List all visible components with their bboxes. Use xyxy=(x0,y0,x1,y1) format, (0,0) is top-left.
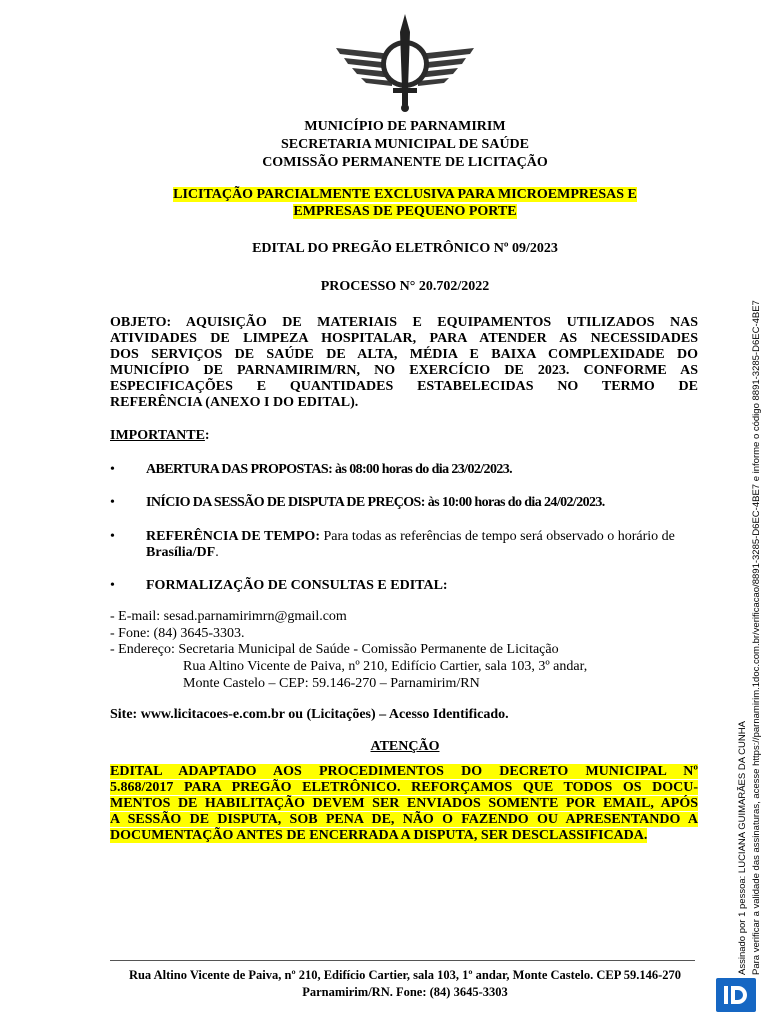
atencao-heading-text: ATENÇÃO xyxy=(370,739,440,754)
atencao-line-1 xyxy=(110,764,698,780)
header-municipality: MUNICÍPIO DE PARNAMIRIM xyxy=(304,119,506,134)
importante-colon: : xyxy=(204,428,210,443)
referencia-city: Brasília/DF xyxy=(146,545,216,560)
exclusive-title-text-1: LICITAÇÃO PARCIALMENTE EXCLUSIVA PARA MICROEMPRESAS E xyxy=(173,187,637,202)
contact-email: - E-mail: sesad.parnamirimrn@gmail.com xyxy=(110,609,347,624)
list-item-abertura xyxy=(110,462,700,478)
objeto-line-3: DOS SERVIÇOS DE SAÚDE DE ALTA, MÉDIA E BAIXA COMPLEXIDADE DO xyxy=(110,347,698,362)
list-item-referencia xyxy=(110,529,700,561)
objeto-line-4: MUNICÍPIO DE PARNAMIRIM/RN, NO EXERCÍCIO DE 2023. CONFORME AS xyxy=(110,363,698,378)
exclusive-title-text-2: EMPRESAS DE PEQUENO PORTE xyxy=(293,204,517,219)
inicio-label: INÍCIO DA SESSÃO DE DISPUTA DE PREÇOS xyxy=(146,495,421,510)
atencao-text-5: DOCUMENTAÇÃO ANTES DE ENCERRADA A DISPUTA, SER DESCLASSIFICADA. xyxy=(110,828,648,843)
footer-divider xyxy=(110,960,695,961)
processo-number: PROCESSO N° 20.702/2022 xyxy=(320,279,490,294)
bullet-icon: • xyxy=(110,578,115,593)
atencao-text-3: MENTOS DE HABILITAÇÃO DEVEM SER ENVIADOS SOMENTE POR EMAIL, APÓS xyxy=(110,796,698,811)
objeto-line-5: ESPECIFICAÇÕES E QUANTIDADES ESTABELECIDAS NO TERMO DE xyxy=(110,379,698,394)
signature-verify-link[interactable]: Para verificar a validade das assinaturas, acesse https://parnamirim.1doc.com.br/verificacao/8891-3285-D6EC-4BE7 e informe o código 8891-3285-D6EC-4BE7 xyxy=(751,300,762,975)
signature-signer: Assinado por 1 pessoa: LUCIANA GUIMARÃES DA CUNHA xyxy=(737,721,748,975)
atencao-heading xyxy=(110,738,700,756)
bullet-icon: • xyxy=(110,529,115,544)
bullet-icon: • xyxy=(110,495,115,510)
objeto-line-6: REFERÊNCIA (ANEXO I DO EDITAL). xyxy=(110,395,359,410)
coat-of-arms-logo xyxy=(330,8,480,120)
contact-address-1: - Endereço: Secretaria Municipal de Saúde - Comissão Permanente de Licitação xyxy=(110,642,559,657)
contact-phone: - Fone: (84) 3645-3303. xyxy=(110,626,245,641)
site-line: Site: www.licitacoes-e.com.br ou (Licitações) – Acesso Identificado. xyxy=(110,707,509,722)
header-commission: COMISSÃO PERMANENTE DE LICITAÇÃO xyxy=(262,155,548,170)
referencia-label: REFERÊNCIA DE TEMPO: xyxy=(146,529,320,544)
inicio-text: : às 10:00 horas do dia 24/02/2023. xyxy=(420,495,605,510)
footer-address-line-2: Parnamirim/RN. Fone: (84) 3645-3303 xyxy=(302,985,508,999)
objeto-line-1: OBJETO: AQUISIÇÃO DE MATERIAIS E EQUIPAMENTOS UTILIZADOS NAS xyxy=(110,315,698,330)
objeto-line-2: ATIVIDADES DE LIMPEZA HOSPITALAR, PARA ATENDER AS NECESSIDADES xyxy=(110,331,698,346)
bullet-icon: • xyxy=(110,462,115,477)
atencao-line-4 xyxy=(110,812,698,828)
list-item-inicio xyxy=(110,495,700,511)
atencao-text-1: EDITAL ADAPTADO AOS PROCEDIMENTOS DO DECRETO MUNICIPAL Nº xyxy=(110,764,698,779)
atencao-text-2: 5.868/2017 PARA PREGÃO ELETRÔNICO. REFORÇAMOS QUE TODOS OS DOCU- xyxy=(110,780,698,795)
atencao-line-2 xyxy=(110,780,698,796)
importante-heading xyxy=(110,428,210,444)
atencao-line-3 xyxy=(110,796,698,812)
signature-verification-note xyxy=(736,300,764,975)
atencao-line-5 xyxy=(110,828,698,844)
1doc-badge-icon[interactable] xyxy=(716,978,756,1012)
list-item-formalizacao xyxy=(110,578,700,594)
edital-title: EDITAL DO PREGÃO ELETRÔNICO Nº 09/2023 xyxy=(252,241,558,256)
exclusive-title-line1 xyxy=(110,186,700,204)
contact-address-3: Monte Castelo – CEP: 59.146-270 – Parnamirim/RN xyxy=(183,676,480,691)
abertura-text: ABERTURA DAS PROPOSTAS: às 08:00 horas do dia 23/02/2023. xyxy=(146,462,513,477)
header-secretariat: SECRETARIA MUNICIPAL DE SAÚDE xyxy=(280,137,530,152)
contact-address-2: Rua Altino Vicente de Paiva, nº 210, Edifício Cartier, sala 103, 3º andar, xyxy=(183,659,588,674)
formalizacao-text: FORMALIZAÇÃO DE CONSULTAS E EDITAL: xyxy=(146,578,448,593)
referencia-end: . xyxy=(215,545,219,560)
importante-heading-text: IMPORTANTE xyxy=(110,428,205,443)
footer-address-line-1: Rua Altino Vicente de Paiva, nº 210, Edifício Cartier, sala 103, 1º andar, Monte Castelo. CEP 59.146-270 xyxy=(128,968,682,982)
referencia-text: Para todas as referências de tempo será observado o horário de xyxy=(319,529,675,544)
atencao-text-4: A SESSÃO DE DISPUTA, SOB PENA DE, NÃO O FAZENDO OU APRESENTANDO A xyxy=(110,812,698,827)
exclusive-title-line2 xyxy=(110,203,700,221)
